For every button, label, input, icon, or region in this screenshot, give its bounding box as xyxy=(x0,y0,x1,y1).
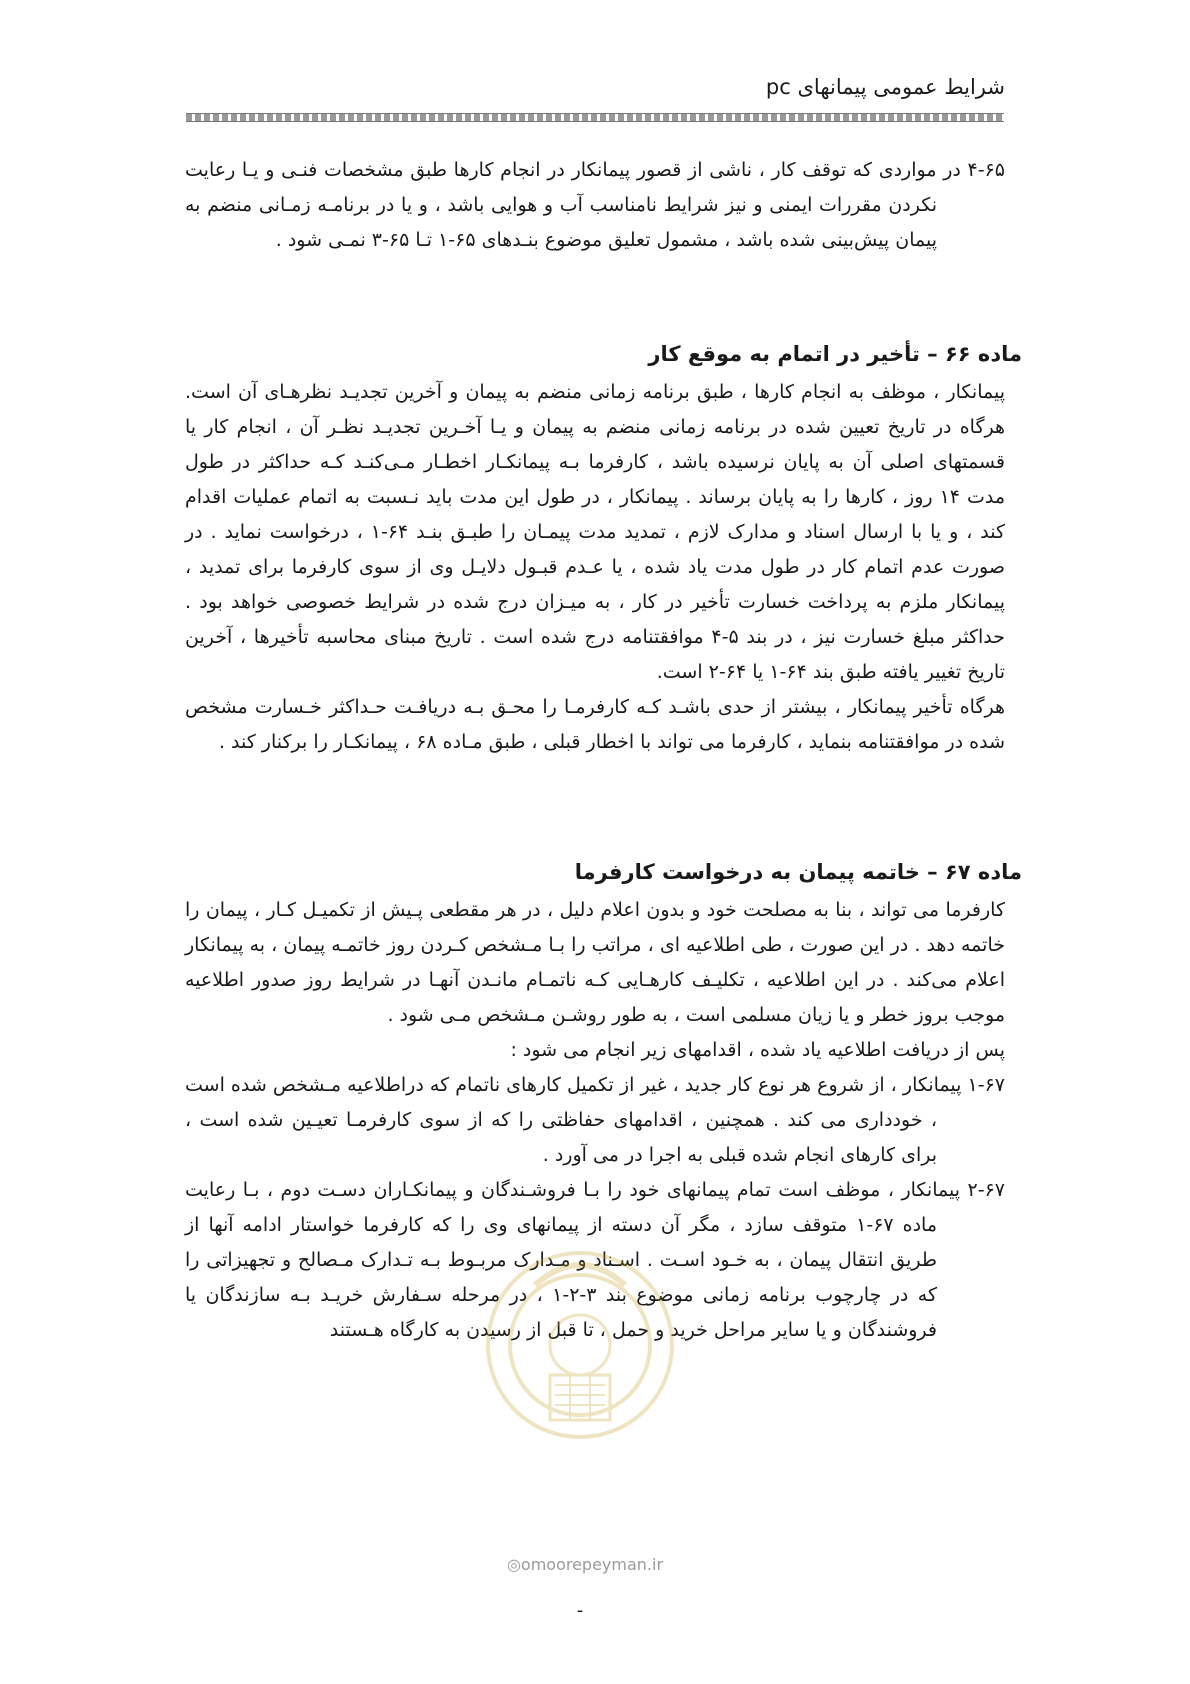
header-separator xyxy=(186,113,1004,122)
clause-65-4 xyxy=(185,153,1005,258)
article-67-title: ماده ۶۷ – خاتمه پیمان به درخواست کارفرما xyxy=(574,860,1022,884)
article-66-paragraph-1: پیمانکار ، موظف به انجام کارها ، طبق برنامه زمانی منضم به پیمان و آخرین تجدیـد نظرهـای آن است. هرگاه در تاریخ تعیین شده در برنامه زمانی منضم به پیمان و یـا آخـرین تجدیـد نظـر آن ، انجام کار یا قسمتهای اصلی آن به پایان نرسیده باشد ، کارفرما بـه پیمانکـار اخطـار مـی‌کنـد کـه حداکثر در طول مدت ۱۴ روز ، کارها را به پایان برساند . پیمانکار ، در طول این مدت باید نـسبت به اتمام عملیات اقدام کند ، و یا با ارسال اسناد و مدارک لازم ، تمدید مدت پیمـان را طبـق بنـد ۶۴-۱ ، درخواست نماید . در صورت عدم اتمام کار در طول مدت یاد شده ، یا عـدم قبـول دلایـل وی از سوی کارفرما برای تمدید ، پیمانکار ملزم به پرداخت خسارت تأخیر در کار ، به میـزان درج شده در شرایط خصوصی خواهد بود . حداکثر مبلغ خسارت نیز ، در بند ۵-۴ موافقتنامه درج شده است . تاریخ مبنای محاسبه تأخیرها ، آخرین تاریخ تغییر یافته طبق بند ۶۴-۱ یا ۶۴-۲ است. xyxy=(185,381,1006,683)
page-number: - xyxy=(576,1600,584,1621)
watermark-site xyxy=(490,1555,680,1574)
clause-67-1: ۱-۶۷ پیمانکار ، از شروع هر نوع کار جدید ، غیر از تکمیل کارهای ناتمام که دراطلاعیه مـشخص شده است ، خودداری می کند . همچنین ، اقدامهای حفاظتی را که از سوی کارفرمـا تعیـین شده است ، برای کارهای انجام شده قبلی به اجرا در می آورد . xyxy=(185,1074,1005,1166)
clause-67-2: ۲-۶۷ پیمانکار ، موظف است تمام پیمانهای خود را بـا فروشـندگان و پیمانکـاران دسـت دوم ، بـا رعایت ماده ۶۷-۱ متوقف سازد ، مگر آن دسته از پیمانهای وی را که کارفرما خواستار ادامه آنها از طریق انتقال پیمان ، به خـود اسـت . اسـناد و مـدارک مربـوط بـه تـدارک مـصالح و تجهیزاتی را که در چارچوب برنامه زمانی موضوع بند ۳-۲-۱ ، در مرحله سـفارش خریـد بـه سازندگان یا فروشندگان و یا سایر مراحل خرید و حمل ، تا قبل از رسیدن به کارگاه هـستند xyxy=(185,1179,1005,1341)
article-67-body xyxy=(185,893,1005,1348)
watermark-globe-icon: ◎ xyxy=(506,1555,521,1574)
article-66-body xyxy=(185,375,1005,760)
watermark-site-text: omoorepeyman.ir xyxy=(520,1555,664,1574)
running-header: شرایط عمومی پیمانهای pc xyxy=(765,75,1005,99)
article-67-paragraph-1: کارفرما می تواند ، بنا به مصلحت خود و بدون اعلام دلیل ، در هر مقطعی پـیش از تکمیـل کـار ، پیمان را خاتمه دهد . در این صورت ، طی اطلاعیه ای ، مراتب را بـا مـشخص کـردن روز خاتمـه پیمان ، به پیمانکار اعلام می‌کند . در این اطلاعیه ، تکلیـف کارهـایی کـه ناتمـام مانـدن آنهـا در شرایط روز صدور اطلاعیه موجب بروز خطر و یا زیان مسلمی است ، به طور روشـن مـشخص مـی شود . xyxy=(185,899,1005,1026)
article-66-title: ماده ۶۶ – تأخیر در اتمام به موقع کار xyxy=(648,342,1022,366)
article-66-paragraph-2: هرگاه تأخیر پیمانکار ، بیشتر از حدی باشـد کـه کارفرمـا را محـق بـه دریافـت حـداکثر خـسارت مشخص شده در موافقتنامه بنماید ، کارفرما می تواند با اخطار قبلی ، طبق مـاده ۶۸ ، پیمانکـار را برکنار کند . xyxy=(185,696,1005,753)
article-67-paragraph-2: پس از دریافت اطلاعیه یاد شده ، اقدامهای زیر انجام می شود : xyxy=(510,1039,1005,1061)
clause-65-4-text: ۴-۶۵ در مواردی که توقف کار ، ناشی از قصور پیمانکار در انجام کارها طبق مشخصات فنـی و یـا رعایت نکردن مقررات ایمنی و نیز شرایط نامناسب آب و هوایی باشد ، و یا در برنامـه زمـانی منضم به پیمان پیش‌بینی شده باشد ، مشمول تعلیق موضوع بنـدهای ۶۵-۱ تـا ۶۵-۳ نمـی شود . xyxy=(185,159,1005,251)
